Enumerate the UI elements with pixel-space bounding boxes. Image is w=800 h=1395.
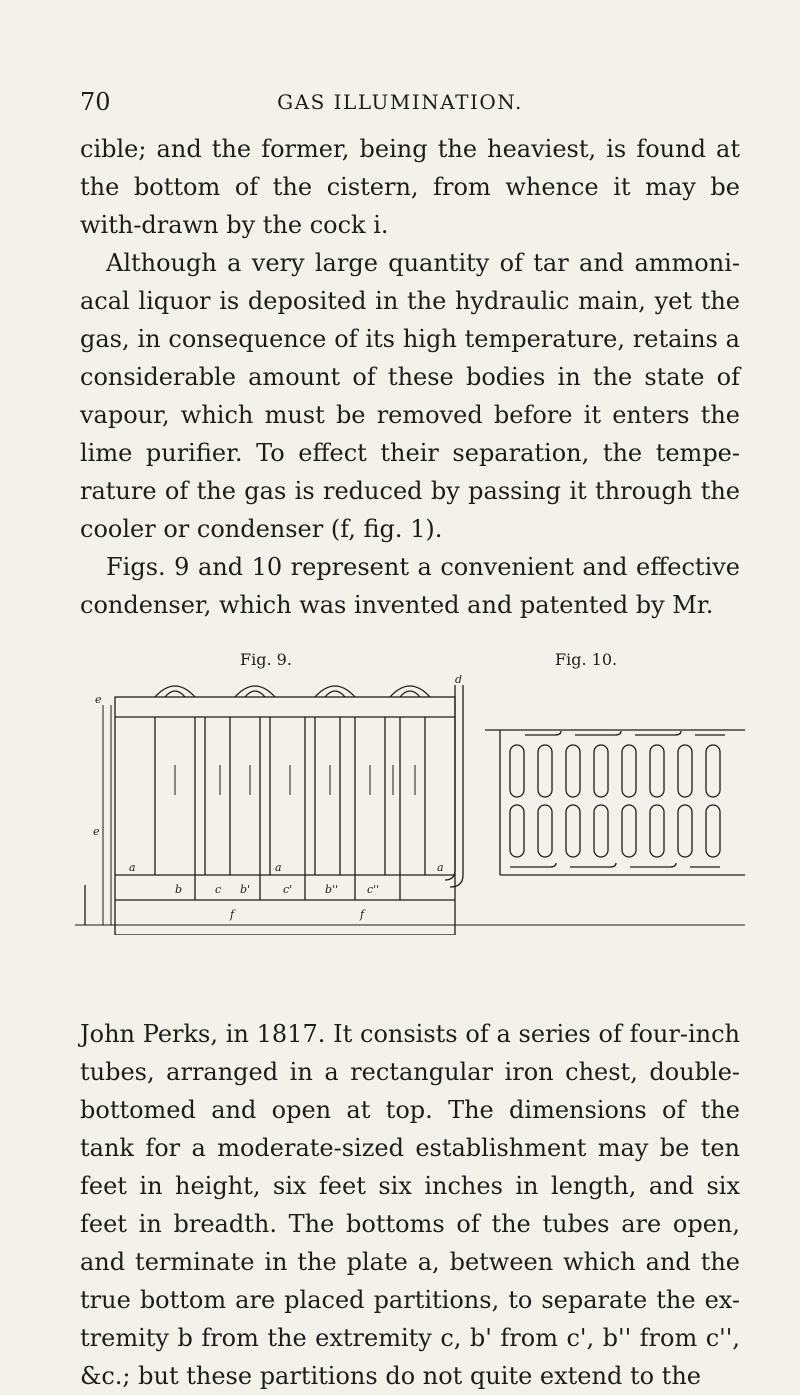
svg-text:c': c' — [283, 883, 293, 896]
paragraph-4: John Perks, in 1817. It consists of a series of four-inch tubes, arranged in a rectangular iron chest, double-bottomed and open at top. The dimensions of the tank for a moderate-sized establishment may be ten feet in height, six feet six inches in length, and six feet in breadth. The bottoms of the tubes are open, and terminate in the plate a, between which and the true bottom are placed partitions, to separate the ex-tremity b from the extremity c, b' from c', b'' from c'', &c.; but these partitions do not quite extend to the — [80, 1020, 740, 1390]
svg-text:c: c — [215, 883, 222, 896]
svg-text:b: b — [175, 883, 183, 896]
fig-10-label: Fig. 10. — [555, 650, 618, 669]
svg-text:e: e — [93, 825, 100, 838]
tube-plan-top-row — [510, 745, 720, 797]
paragraph-1: cible; and the former, being the heaviest, is found at the bottom of the cistern, from whence it may be with-drawn by the cock i. — [80, 135, 740, 239]
tube-plan-bottom-row — [510, 805, 720, 857]
svg-text:b': b' — [240, 883, 251, 896]
svg-text:e: e — [95, 693, 102, 706]
top-text-block — [80, 130, 740, 624]
svg-text:c'': c'' — [367, 883, 380, 896]
fig-9-drawing — [75, 675, 745, 935]
bottom-text-block — [80, 1015, 740, 1395]
page-header — [80, 88, 720, 124]
fig-10-drawing — [485, 730, 745, 875]
svg-text:f: f — [360, 908, 365, 921]
svg-text:b'': b'' — [325, 883, 339, 896]
svg-text:a: a — [275, 861, 282, 874]
paragraph-2: Although a very large quantity of tar and ammoni-acal liquor is deposited in the hydraulic main, yet the gas, in consequence of its high temperature, retains a considerable amount of these bodies in the state of vapour, which must be removed before it enters the lime purifier. To effect their separation, the tempe-rature of the gas is reduced by passing it through the cooler or condenser (f, fig. 1). — [80, 249, 740, 543]
fig-9-label: Fig. 9. — [240, 650, 292, 669]
paragraph-3: Figs. 9 and 10 represent a convenient and effective condenser, which was invented and patented by Mr. — [80, 553, 740, 619]
condenser-figures — [55, 675, 745, 935]
svg-text:f: f — [230, 908, 235, 921]
chest-outline — [115, 697, 455, 935]
tube-set — [155, 717, 425, 875]
svg-text:a: a — [129, 861, 136, 874]
svg-text:d: d — [455, 675, 463, 686]
running-head: GAS ILLUMINATION. — [277, 90, 523, 114]
page-number: 70 — [80, 88, 111, 116]
svg-text:a: a — [437, 861, 444, 874]
